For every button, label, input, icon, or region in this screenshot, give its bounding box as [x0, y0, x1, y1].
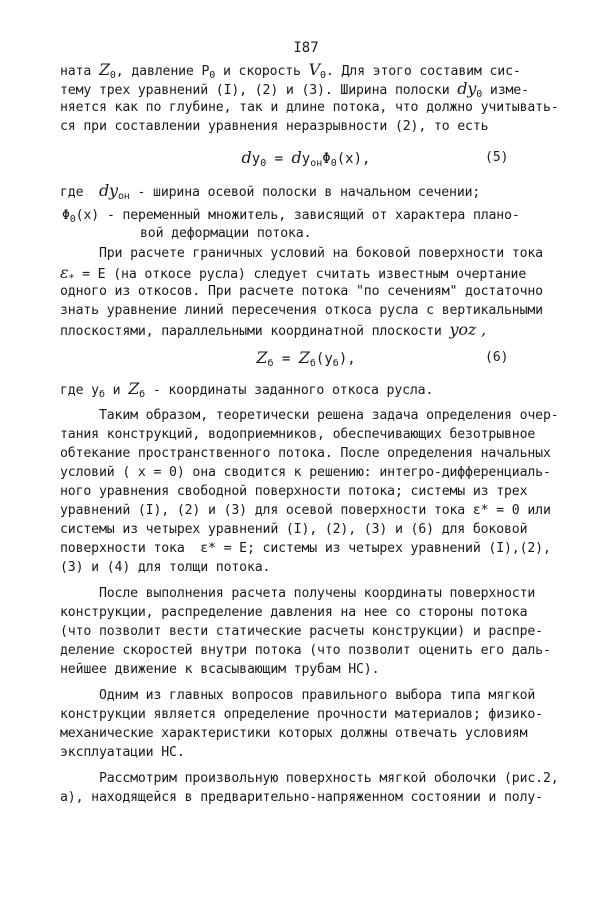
text-line: После выполнения расчета получены координаты поверхности — [60, 586, 536, 601]
text-line: условий ( x = 0) она сводится к решению: интегро-дифференциаль- — [60, 465, 551, 480]
text-line: одного из откосов. При расчете потока "по сечениям" достаточно — [60, 284, 543, 299]
text-line: няется как по глубине, так и длине потока, что должно учитывать- — [60, 100, 559, 115]
text-line: механические характеристики которых должны отвечать условиям — [60, 726, 528, 741]
text-line: Одним из главных вопросов правильного выбора типа мягкой — [60, 688, 536, 703]
formula-6: $Z_б = Z_б(y_б)$, — [256, 348, 356, 369]
definition-line: где $y_б$ и $Z_б$ - координаты заданного откоса русла. — [60, 379, 434, 400]
text-line: системы из четырех уравнений (I), (2), (3) и (6) для боковой — [60, 522, 528, 537]
text-line: обтекание пространственного потока. После определения начальных — [60, 446, 551, 461]
text-line: ного уравнения свободной поверхности потока; системы из трех — [60, 484, 528, 499]
text-line: $\varepsilon_* = E$ (на откосе русла) следует считать известным очертание — [60, 263, 527, 284]
text-line: конструкции является определение прочности материалов; физико- — [60, 707, 543, 722]
formula-number: (5) — [485, 150, 509, 165]
text-line: поверхности тока ε* = E; системы из четырех уравнений (I),(2), — [60, 541, 551, 556]
text-line: знать уравнение линий пересечения откоса русла с вертикальными — [60, 303, 543, 318]
text-line: Рассмотрим произвольную поверхность мягкой оболочки (рис.2, — [60, 771, 559, 786]
text-line: конструкции, распределение давления на нее со стороны потока — [60, 605, 528, 620]
text-line: ната $Z_0$, давление $P_0$ и скорость $V_0$. Для этого составим сис- — [60, 60, 521, 81]
definition-line: $\Phi_0(x)$ - переменный множитель, зависящий от характера плано- — [62, 208, 520, 225]
text-line: уравнений (I), (2) и (3) для осевой поверхности тока ε* = 0 или — [60, 503, 551, 518]
text-line: Таким образом, теоретически решена задача определения очер- — [60, 408, 559, 423]
text-line: нейшее движение к всасывающим трубам НС). — [60, 662, 380, 677]
text-line: При расчете граничных условий на боковой поверхности тока — [60, 246, 543, 261]
text-line: (что позволит вести статические расчеты конструкции) и распре- — [60, 624, 543, 639]
text-line: ся при составлении уравнения неразрывности (2), то есть — [60, 119, 489, 134]
formula-number: (6) — [485, 350, 509, 365]
text-line: тему трех уравнений (I), (2) и (3). Ширина полоски $dy_0$ изме- — [60, 79, 529, 100]
text-line: деление скоростей внутри потока (что позволит оценить его даль- — [60, 643, 551, 658]
text-line: эксплуатации НС. — [60, 745, 185, 760]
text-line: (3) и (4) для толщи потока. — [60, 560, 271, 575]
formula-5: $dy_0 = dy_{он}\Phi_0(x)$, — [241, 148, 371, 169]
definition-line: где $dy_{он}$ - ширина осевой полоски в начальном сечении; — [60, 181, 481, 202]
text-line: тания конструкций, водоприемников, обеспечивающих безотрывное — [60, 427, 536, 442]
text-line: а), находящейся в предварительно-напряженном состоянии и полу- — [60, 790, 543, 805]
text-line: плоскостями, параллельными координатной плоскости yoz , — [60, 320, 487, 339]
definition-line: вой деформации потока. — [140, 226, 312, 241]
page-number: I87 — [293, 40, 319, 56]
